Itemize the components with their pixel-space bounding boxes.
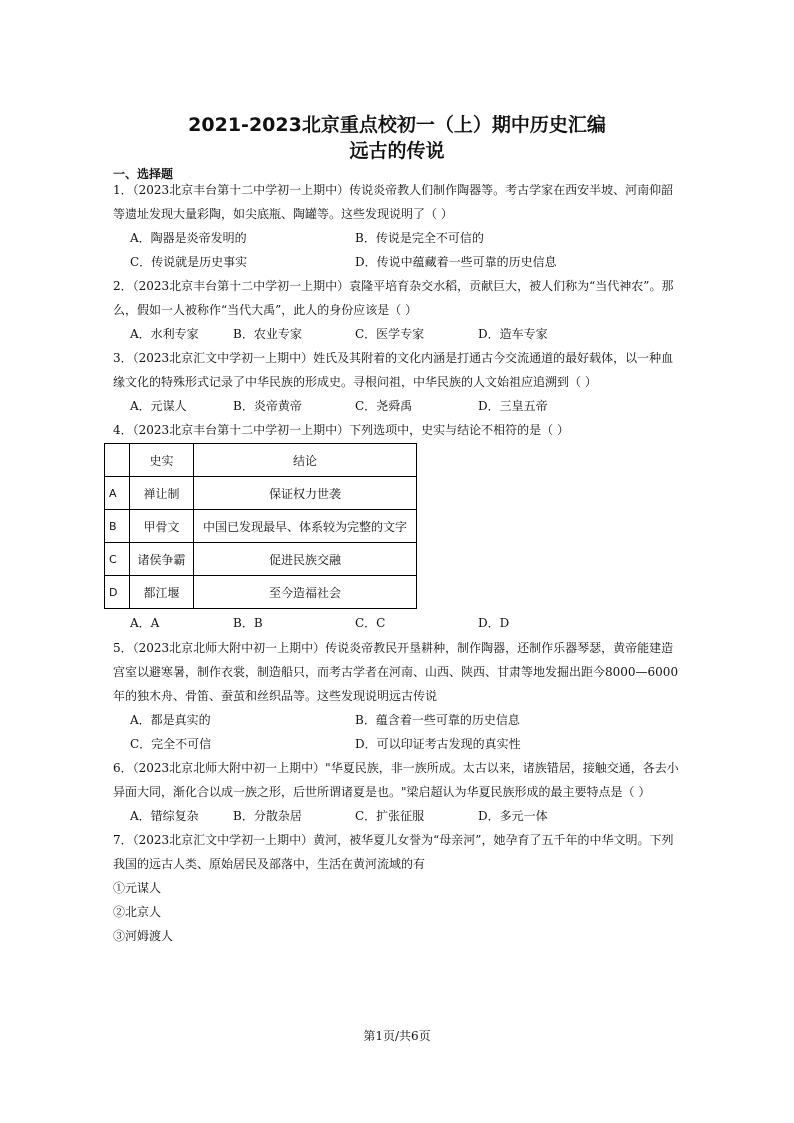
q5-option-b: B．蕴含着一些可靠的历史信息 [355,713,520,727]
q6-stem-line1: 6．（2023北京北师大附中初一上期中）"华夏民族，非一族所成。太古以来，诸族错居，接触交通，各去小 [113,761,679,775]
q4-option-b: B．B [233,616,263,630]
q2-stem-line1: 2．（2023北京丰台第十二中学初一上期中）袁隆平培育杂交水稻，贡献巨大，被人们称为“当代神农”。那 [113,279,674,293]
q1-option-b: B．传说是完全不可信的 [355,231,484,245]
table-row [105,543,417,576]
table-cell: 甲骨文 [130,510,194,543]
q7-item-1: ①元谋人 [113,881,162,895]
page-subtitle: 远古的传说 [349,140,445,162]
table-cell: 禅让制 [130,477,194,510]
q4-stem: 4．（2023北京丰台第十二中学初一上期中）下列选项中，史实与结论不相符的是（ ） [113,423,569,437]
table-cell: A [105,477,130,510]
q2-option-c: C．医学专家 [355,327,425,341]
q1-option-c: C．传说就是历史事实 [130,255,248,269]
q3-option-c: C．尧舜禹 [355,399,413,413]
q6-option-a: A．错综复杂 [130,809,199,823]
table-cell: 促进民族交融 [194,543,417,576]
table-cell: 都江堰 [130,576,194,609]
table-header-row [105,444,417,477]
q4-table [104,443,417,609]
table-header-cell: 结论 [194,444,417,477]
page-footer: 第1页/共6页 [363,1029,431,1043]
q5-option-a: A．都是真实的 [130,713,211,727]
q5-stem-line2: 宫室以避寒暑，制作衣裳，制造船只，而考古学者在河南、山西、陕西、甘肃等地发掘出距今8000—6000 [113,665,679,679]
table-row [105,576,417,609]
table-header-cell [105,444,130,477]
q5-stem-line1: 5．（2023北京北师大附中初一上期中）传说炎帝教民开垦耕种，制作陶器，还制作乐器琴瑟，黄帝能建造 [113,641,674,655]
table-cell: 中国已发现最早、体系较为完整的文字 [194,510,417,543]
q7-stem-line1: 7．（2023北京汇文中学初一上期中）黄河，被华夏儿女誉为“母亲河”，她孕育了五千年的中华文明。下列 [113,833,674,847]
q5-option-d: D．可以印证考古发现的真实性 [355,737,521,751]
q3-option-b: B．炎帝黄帝 [233,399,302,413]
q6-stem-line2: 异面大同，渐化合以成一族之形，后世所谓诸夏是也。"梁启超认为华夏民族形成的最主要特点是（ ） [113,785,651,799]
q3-stem-line1: 3．（2023北京汇文中学初一上期中）姓氏及其附着的文化内涵是打通古今交流通道的最好载体，以一种血 [113,351,674,365]
q1-option-d: D．传说中蕴藏着一些可靠的历史信息 [355,255,557,269]
q6-option-d: D．多元一体 [478,809,548,823]
section-heading: 一、选择题 [113,167,174,181]
q3-option-a: A．元谋人 [130,399,187,413]
table-cell: 保证权力世袭 [194,477,417,510]
table-cell: 至今造福社会 [194,576,417,609]
q7-stem-line2: 我国的远古人类、原始居民及部落中，生活在黄河流域的有 [113,857,426,871]
table-row [105,477,417,510]
q6-option-c: C．扩张征服 [355,809,425,823]
q2-option-b: B．农业专家 [233,327,302,341]
table-cell: B [105,510,130,543]
q4-option-d: D．D [478,616,510,630]
table-cell: C [105,543,130,576]
q3-option-d: D．三皇五帝 [478,399,548,413]
q1-stem-line2: 等遗址发现大量彩陶，如尖底瓶、陶罐等。这些发现说明了（ ） [113,207,453,221]
table-cell: 诸侯争霸 [130,543,194,576]
table-cell: D [105,576,130,609]
q5-option-c: C．完全不可信 [130,737,212,751]
page-title: 2021-2023北京重点校初一（上）期中历史汇编 [188,114,606,136]
q5-stem-line3: 年的独木舟、骨笛、蚕茧和丝织品等。这些发现说明远古传说 [113,689,438,703]
table-row [105,510,417,543]
q6-option-b: B．分散杂居 [233,809,302,823]
q2-option-a: A．水利专家 [130,327,199,341]
q4-option-c: C．C [355,616,386,630]
q2-option-d: D．造车专家 [478,327,548,341]
q2-stem-line2: 么，假如一人被称作“当代大禹”，此人的身份应该是（ ） [113,303,418,317]
q7-item-3: ③河姆渡人 [113,929,174,943]
q1-stem-line1: 1．（2023北京丰台第十二中学初一上期中）传说炎帝教人们制作陶器等。考古学家在西安半坡、河南仰韶 [113,183,674,197]
q7-item-2: ②北京人 [113,905,162,919]
q3-stem-line2: 缘文化的特殊形式记录了中华民族的形成史。寻根问祖，中华民族的人文始祖应追溯到（ ） [113,375,597,389]
table-header-cell: 史实 [130,444,194,477]
q1-option-a: A．陶器是炎帝发明的 [130,231,247,245]
q4-option-a: A．A [130,616,160,630]
